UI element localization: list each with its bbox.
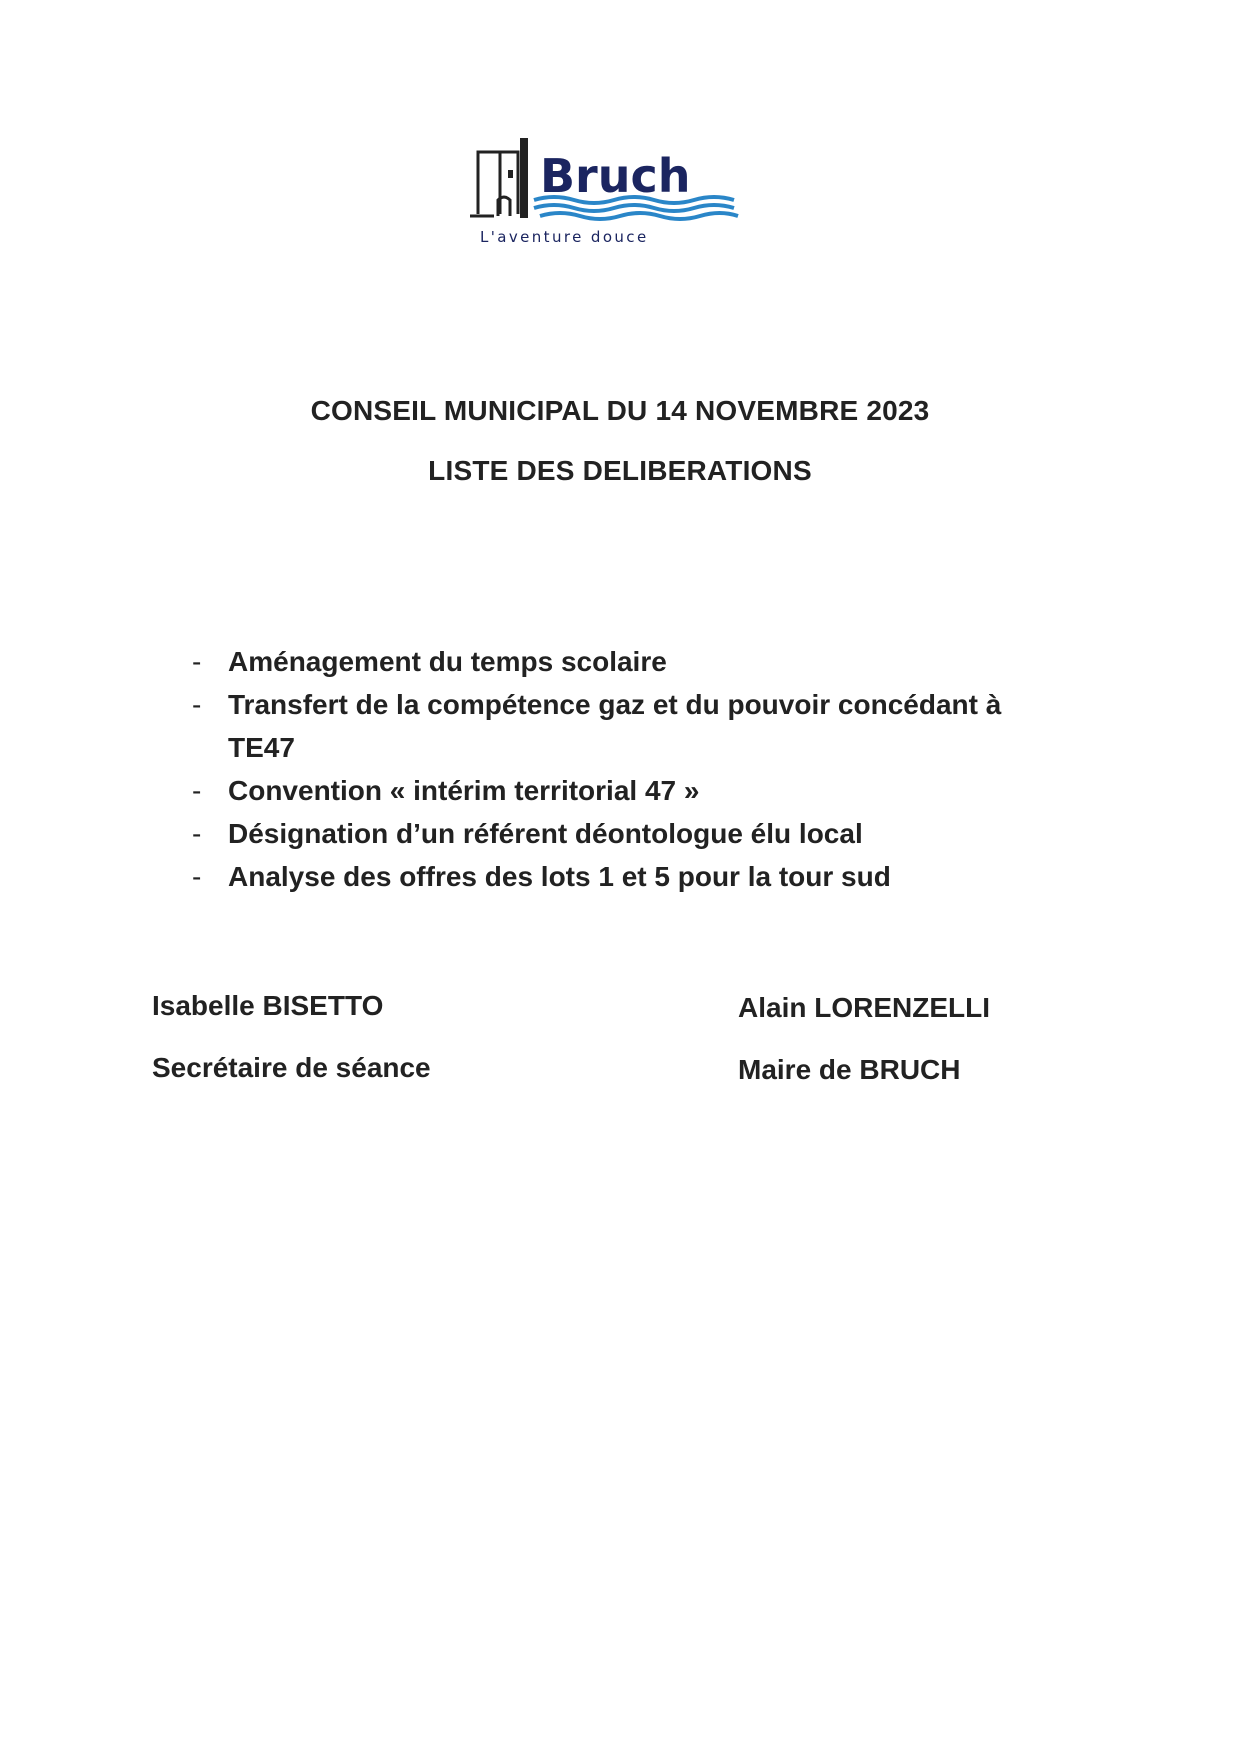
deliberation-text-continued: TE47: [228, 732, 295, 763]
deliberation-item: [192, 640, 1072, 683]
mayor-signature-block: [738, 977, 990, 1101]
secretary-signature-block: [152, 975, 431, 1099]
bullet-dash: -: [192, 818, 202, 849]
tower-window: [508, 170, 513, 178]
logo-tagline: L'aventure douce: [480, 228, 649, 246]
deliberation-text: Aménagement du temps scolaire: [228, 646, 667, 677]
deliberation-text: Convention « intérim territorial 47 »: [228, 775, 700, 806]
bruch-logo: [470, 130, 800, 260]
secretary-name: Isabelle BISETTO: [152, 990, 384, 1021]
meeting-title: CONSEIL MUNICIPAL DU 14 NOVEMBRE 2023: [310, 395, 930, 426]
deliberation-list: [192, 640, 1072, 898]
bullet-dash: -: [192, 646, 202, 677]
mayor-name: Alain LORENZELLI: [738, 992, 990, 1023]
deliberation-item: [192, 812, 1072, 855]
deliberation-text: Transfert de la compétence gaz et du pouvoir concédant à: [228, 689, 1002, 720]
deliberation-item: [192, 769, 1072, 812]
tower-spire: [520, 138, 528, 218]
wave-3: [540, 213, 738, 219]
bullet-dash: -: [192, 861, 202, 892]
list-title: LISTE DES DELIBERATIONS: [428, 455, 812, 486]
secretary-role: Secrétaire de séance: [152, 1052, 431, 1083]
bullet-dash: -: [192, 689, 202, 720]
deliberation-text: Analyse des offres des lots 1 et 5 pour la tour sud: [228, 861, 891, 892]
logo-wordmark: Bruch: [540, 149, 691, 203]
mayor-role: Maire de BRUCH: [738, 1054, 961, 1085]
deliberation-item: [192, 855, 1072, 898]
wave-2: [534, 205, 734, 211]
deliberation-text: Désignation d’un référent déontologue élu local: [228, 818, 863, 849]
bruch-logo-graphic: [470, 130, 800, 260]
deliberation-item: [192, 683, 1072, 769]
bullet-dash: -: [192, 775, 202, 806]
